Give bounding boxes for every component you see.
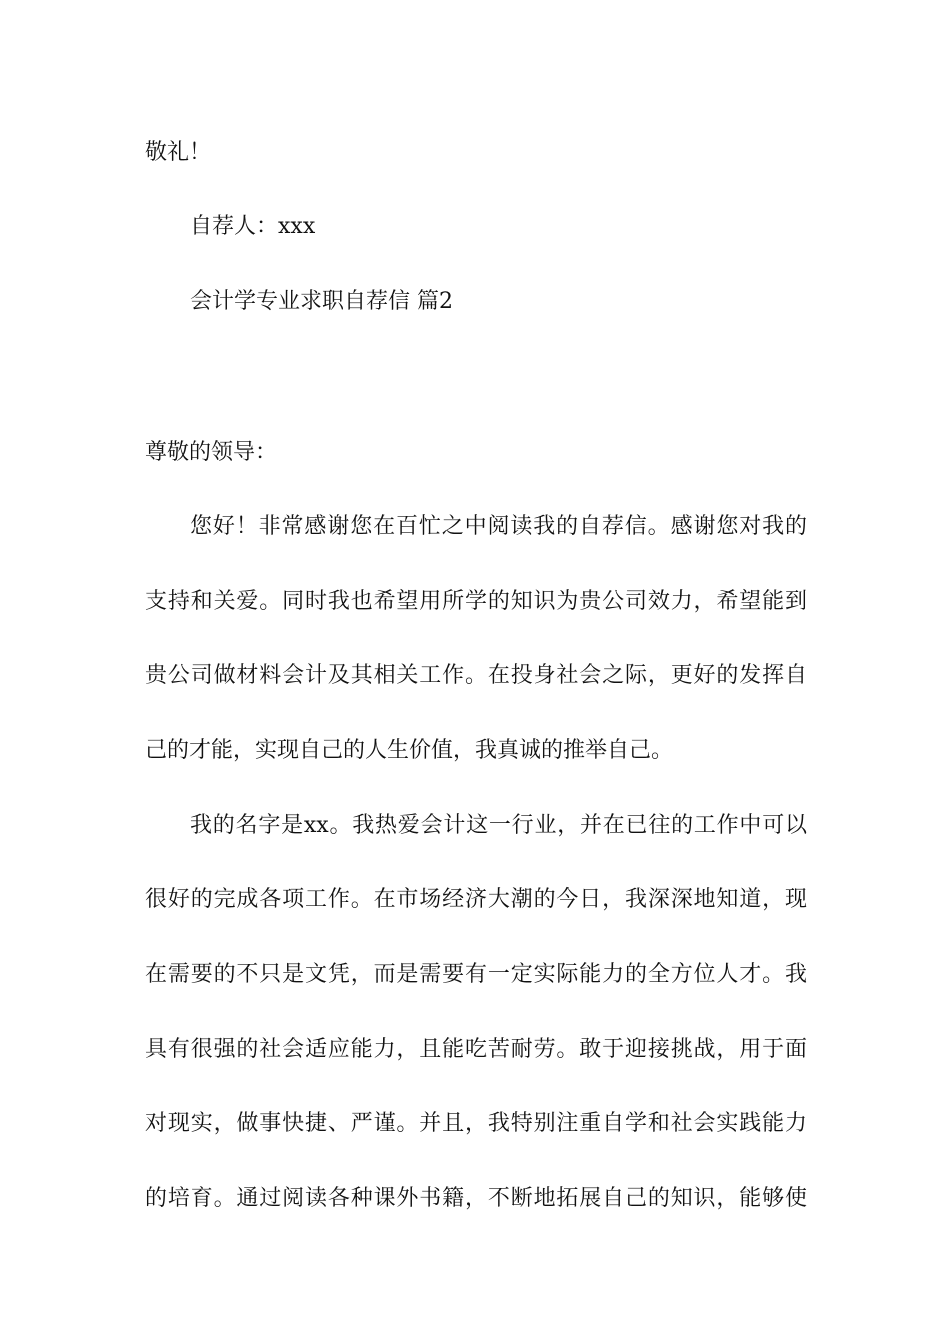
paragraph-line: 具有很强的社会适应能力，且能吃苦耐劳。敢于迎接挑战，用于面 — [145, 1037, 807, 1062]
paragraph-line: 的培育。通过阅读各种课外书籍，不断地拓展自己的知识，能够使 — [145, 1186, 807, 1211]
paragraph-line: 您好！非常感谢您在百忙之中阅读我的自荐信。感谢您对我的 — [190, 514, 807, 539]
salutation-line: 尊敬的领导： — [145, 440, 278, 465]
closing-line: 敬礼！ — [145, 140, 212, 165]
paragraph-line: 很好的完成各项工作。在市场经济大潮的今日，我深深地知道，现 — [145, 887, 807, 912]
signature-line: 自荐人：xxx — [190, 214, 316, 239]
paragraph-line: 贵公司做材料会计及其相关工作。在投身社会之际，更好的发挥自 — [145, 663, 807, 688]
paragraph-line: 支持和关爱。同时我也希望用所学的知识为贵公司效力，希望能到 — [145, 589, 807, 614]
paragraph-line: 对现实，做事快捷、严谨。并且，我特别注重自学和社会实践能力 — [145, 1111, 807, 1136]
paragraph-line: 在需要的不只是文凭，而是需要有一定实际能力的全方位人才。我 — [145, 962, 807, 987]
paragraph-line: 己的才能，实现自己的人生价值，我真诚的推举自己。 — [145, 738, 674, 763]
paragraph-line: 我的名字是xx。我热爱会计这一行业，并在已往的工作中可以 — [190, 813, 807, 838]
section-heading: 会计学专业求职自荐信 篇2 — [190, 289, 453, 314]
